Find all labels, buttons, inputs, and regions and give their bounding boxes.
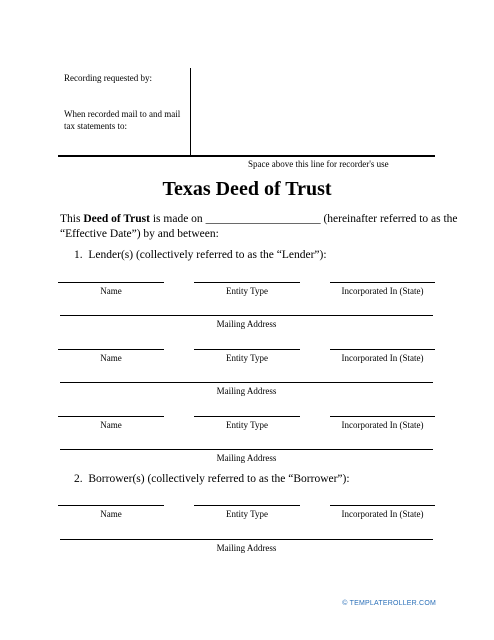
lender2-mailing-line[interactable] bbox=[60, 382, 433, 383]
borrower1-state-label: Incorporated In (State) bbox=[341, 509, 424, 519]
lender1-state-line[interactable] bbox=[330, 282, 435, 283]
lender1-mailing-label: Mailing Address bbox=[216, 319, 277, 329]
lender1-mailing-line[interactable] bbox=[60, 315, 433, 316]
lender2-mailing-label: Mailing Address bbox=[216, 386, 277, 396]
lender3-entity-line[interactable] bbox=[194, 416, 300, 417]
borrower-heading: 2. Borrower(s) (collectively referred to as the “Borrower”): bbox=[74, 473, 350, 485]
borrower1-state-line[interactable] bbox=[330, 505, 435, 506]
intro-post: (hereinafter referred to as the bbox=[320, 213, 458, 225]
lender1-name-label: Name bbox=[100, 286, 122, 296]
lender2-entity-label: Entity Type bbox=[226, 353, 268, 363]
intro-bold: Deed of Trust bbox=[83, 213, 150, 225]
intro-pre: This bbox=[60, 213, 84, 225]
lender1-name-line[interactable] bbox=[58, 282, 164, 283]
lender-heading: 1. Lender(s) (collectively referred to as the “Lender”): bbox=[74, 249, 327, 261]
recorder-note: Space above this line for recorder's use bbox=[248, 159, 389, 169]
lender1-entity-label: Entity Type bbox=[226, 286, 268, 296]
borrower1-mailing-label: Mailing Address bbox=[216, 543, 277, 553]
borrower1-name-line[interactable] bbox=[58, 505, 164, 506]
borrower1-entity-label: Entity Type bbox=[226, 509, 268, 519]
lender2-state-line[interactable] bbox=[330, 349, 435, 350]
lender3-name-line[interactable] bbox=[58, 416, 164, 417]
lender3-mailing-line[interactable] bbox=[60, 449, 433, 450]
footer-credit[interactable]: © TEMPLATEROLLER.COM bbox=[342, 600, 436, 607]
lender2-name-line[interactable] bbox=[58, 349, 164, 350]
lender3-name-label: Name bbox=[100, 420, 122, 430]
borrower1-name-label: Name bbox=[100, 509, 122, 519]
recording-box-divider bbox=[190, 68, 191, 156]
lender3-state-line[interactable] bbox=[330, 416, 435, 417]
intro-line-1 bbox=[60, 213, 458, 225]
lender1-state-label: Incorporated In (State) bbox=[341, 286, 424, 296]
recording-requested-label: Recording requested by: bbox=[64, 73, 152, 83]
mail-to-label: When recorded mail to and mail tax statements to: bbox=[64, 109, 181, 131]
intro-line-2: “Effective Date”) by and between: bbox=[60, 228, 219, 240]
borrower1-mailing-line[interactable] bbox=[60, 539, 433, 540]
page-title: Texas Deed of Trust bbox=[162, 178, 332, 200]
recorder-line bbox=[58, 155, 435, 157]
lender2-name-label: Name bbox=[100, 353, 122, 363]
intro-mid: is made on bbox=[149, 213, 206, 225]
lender1-entity-line[interactable] bbox=[194, 282, 300, 283]
lender2-entity-line[interactable] bbox=[194, 349, 300, 350]
borrower1-entity-line[interactable] bbox=[194, 505, 300, 506]
lender2-state-label: Incorporated In (State) bbox=[341, 353, 424, 363]
lender3-mailing-label: Mailing Address bbox=[216, 453, 277, 463]
effective-date-blank[interactable]: ____________________ bbox=[205, 213, 321, 225]
lender3-state-label: Incorporated In (State) bbox=[341, 420, 424, 430]
lender3-entity-label: Entity Type bbox=[226, 420, 268, 430]
